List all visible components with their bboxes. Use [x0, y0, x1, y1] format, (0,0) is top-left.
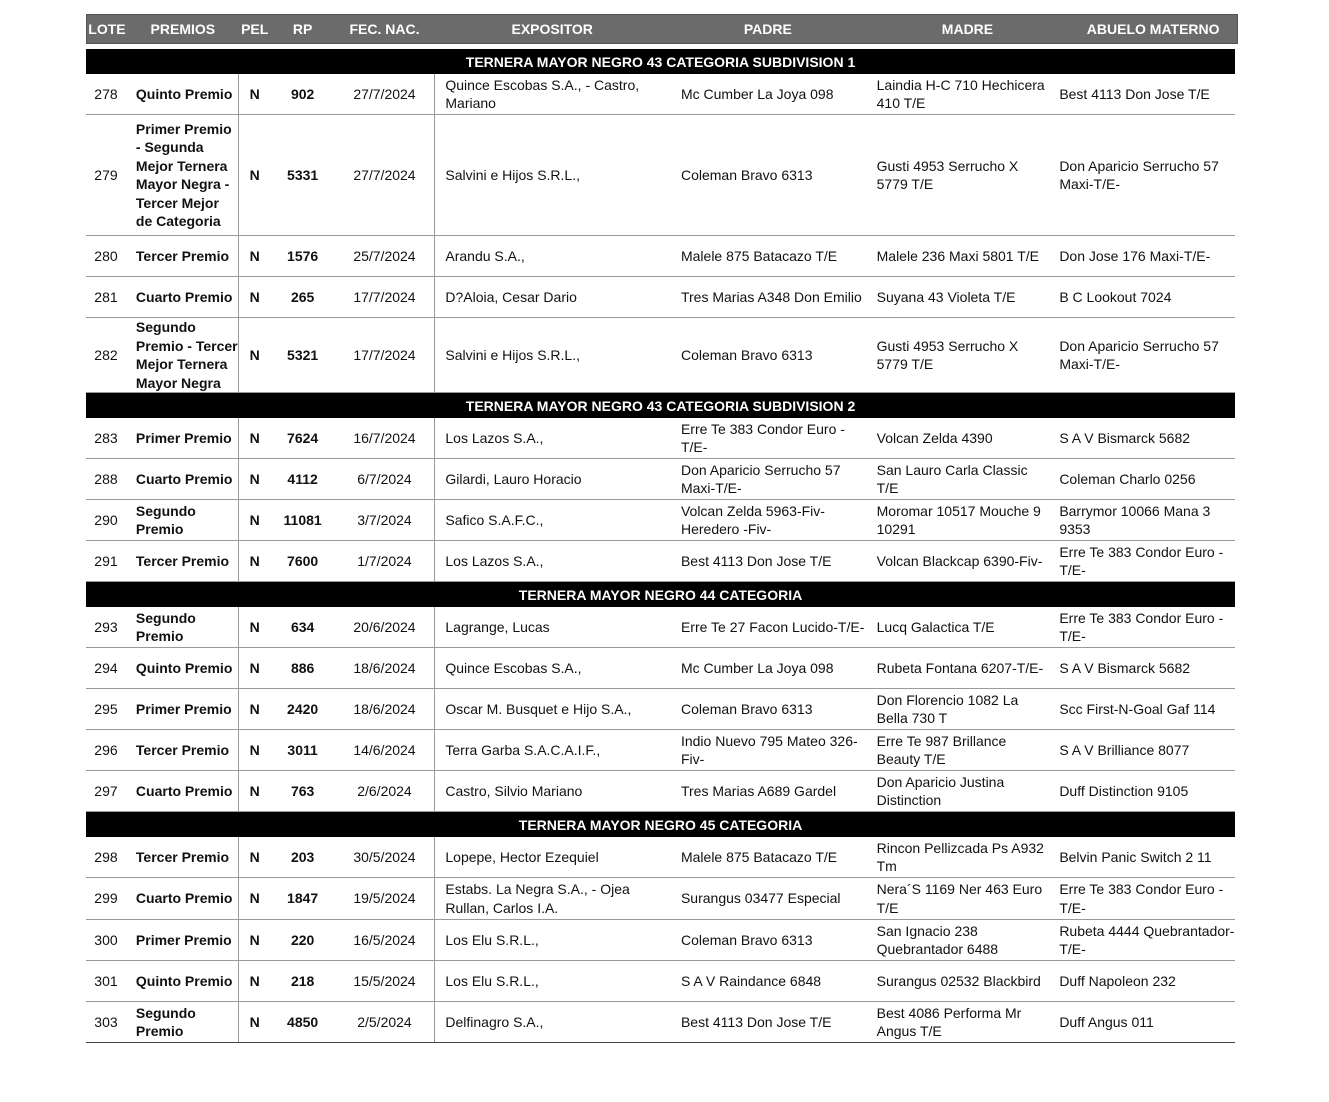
- table-row: [86, 878, 1235, 920]
- cell-madre: Surangus 02532 Blackbird: [876, 972, 1041, 989]
- cell-expositor: Salvini e Hijos S.R.L.,: [445, 166, 580, 183]
- cell-expositor: Terra Garba S.A.C.A.I.F.,: [445, 741, 601, 758]
- cell-pel: N: [249, 890, 260, 907]
- cell-lote: 280: [94, 247, 118, 264]
- cell-lote: 299: [94, 890, 118, 907]
- cell-rp: 902: [290, 85, 315, 102]
- header-abuelo-materno: ABUELO MATERNO: [1086, 21, 1220, 37]
- cell-pel: N: [249, 429, 260, 446]
- cell-madre: San Ignacio 238 Quebrantador 6488: [876, 922, 999, 957]
- header-expositor: EXPOSITOR: [511, 21, 593, 37]
- cell-pel: N: [249, 972, 260, 989]
- cell-premio: Tercer Premio: [135, 247, 230, 264]
- cell-padre: Mc Cumber La Joya 098: [680, 659, 834, 676]
- cell-lote: 278: [94, 85, 118, 102]
- cell-padre: Coleman Bravo 6313: [680, 166, 813, 183]
- header-fec-nac: FEC. NAC.: [349, 21, 420, 37]
- cell-madre: Best 4086 Performa Mr Angus T/E: [876, 1004, 1022, 1039]
- header-lote: LOTE: [88, 21, 126, 37]
- cell-pel: N: [249, 470, 260, 487]
- cell-expositor: Los Lazos S.A.,: [445, 429, 544, 446]
- cell-fec-nac: 1/7/2024: [357, 552, 412, 569]
- cell-pel: N: [249, 166, 260, 183]
- cell-abuelo-materno: Barrymor 10066 Mana 3 9353: [1059, 502, 1211, 537]
- header-premios: PREMIOS: [150, 21, 216, 37]
- cell-fec-nac: 3/7/2024: [357, 511, 412, 528]
- cell-pel: N: [249, 848, 260, 865]
- cell-premio: Primer Premio - Segunda Mejor Ternera Mayor Negra - Tercer Mejor de Categoria: [135, 120, 232, 229]
- cell-rp: 7600: [287, 552, 319, 569]
- cell-madre: Laindia H-C 710 Hechicera 410 T/E: [876, 76, 1045, 111]
- cell-lote: 282: [94, 346, 118, 363]
- table-row: [86, 730, 1235, 771]
- cell-padre: S A V Raindance 6848: [680, 972, 822, 989]
- cell-expositor: Quince Escobas S.A., - Castro, Mariano: [445, 76, 640, 111]
- cell-premio: Primer Premio: [135, 931, 232, 948]
- cell-madre: Gusti 4953 Serrucho X 5779 T/E: [876, 337, 1019, 372]
- cell-rp: 2420: [287, 700, 319, 717]
- cell-pel: N: [249, 700, 260, 717]
- table-row: [86, 771, 1235, 812]
- cell-pel: N: [249, 931, 260, 948]
- cell-abuelo-materno: S A V Bismarck 5682: [1059, 429, 1191, 446]
- section-title: TERNERA MAYOR NEGRO 43 CATEGORIA SUBDIVISION 1: [86, 49, 1235, 74]
- cell-pel: N: [249, 288, 260, 305]
- cell-expositor: Gilardi, Lauro Horacio: [445, 470, 582, 487]
- table-row: [86, 277, 1235, 318]
- section-title: TERNERA MAYOR NEGRO 45 CATEGORIA: [86, 812, 1235, 837]
- cell-rp: 220: [290, 931, 315, 948]
- cell-abuelo-materno: Don Jose 176 Maxi-T/E-: [1059, 247, 1211, 264]
- cell-madre: Don Florencio 1082 La Bella 730 T: [876, 691, 1019, 726]
- cell-fec-nac: 18/6/2024: [353, 659, 416, 676]
- cell-fec-nac: 16/7/2024: [353, 429, 416, 446]
- header-madre: MADRE: [941, 21, 994, 37]
- cell-lote: 290: [94, 511, 118, 528]
- cell-lote: 294: [94, 659, 118, 676]
- cell-abuelo-materno: Don Aparicio Serrucho 57 Maxi-T/E-: [1059, 157, 1219, 192]
- cell-padre: Tres Marias A348 Don Emilio: [680, 288, 862, 305]
- cell-expositor: Oscar M. Busquet e Hijo S.A.,: [445, 700, 632, 717]
- cell-abuelo-materno: Erre Te 383 Condor Euro -T/E-: [1059, 881, 1224, 916]
- cell-fec-nac: 16/5/2024: [353, 931, 416, 948]
- cell-expositor: Quince Escobas S.A.,: [445, 659, 582, 676]
- table-row: [86, 837, 1235, 878]
- cell-pel: N: [249, 552, 260, 569]
- cell-madre: Moromar 10517 Mouche 9 10291: [876, 502, 1041, 537]
- header-pel: PEL: [241, 21, 269, 37]
- cell-expositor: D?Aloia, Cesar Dario: [445, 288, 577, 305]
- cell-rp: 4112: [287, 470, 318, 487]
- table-row: [86, 920, 1235, 961]
- cell-rp: 5321: [287, 346, 319, 363]
- cell-premio: Segundo Premio - Tercer Mejor Ternera Mayor Negra: [135, 319, 238, 391]
- cell-fec-nac: 25/7/2024: [353, 247, 416, 264]
- cell-padre: Erre Te 383 Condor Euro -T/E-: [680, 420, 845, 455]
- cell-fec-nac: 2/5/2024: [357, 1013, 412, 1030]
- cell-rp: 203: [290, 848, 315, 865]
- cell-expositor: Castro, Silvio Mariano: [445, 782, 583, 799]
- cell-abuelo-materno: B C Lookout 7024: [1059, 288, 1172, 305]
- cell-madre: San Lauro Carla Classic T/E: [876, 461, 1028, 496]
- cell-rp: 5331: [287, 166, 319, 183]
- cell-padre: Volcan Zelda 5963-Fiv-Heredero -Fiv-: [680, 502, 825, 537]
- results-table: [86, 14, 1238, 1043]
- cell-abuelo-materno: S A V Brilliance 8077: [1059, 741, 1190, 758]
- cell-fec-nac: 27/7/2024: [353, 85, 416, 102]
- cell-lote: 288: [94, 470, 118, 487]
- table-row: [86, 541, 1235, 582]
- cell-expositor: Los Elu S.R.L.,: [445, 972, 539, 989]
- cell-expositor: Arandu S.A.,: [445, 247, 525, 264]
- cell-madre: Rincon Pellizcada Ps A932 Tm: [876, 839, 1044, 874]
- cell-pel: N: [249, 511, 260, 528]
- cell-madre: Rubeta Fontana 6207-T/E-: [876, 659, 1044, 676]
- table-row: [86, 115, 1235, 236]
- header-padre: PADRE: [743, 21, 792, 37]
- cell-pel: N: [249, 85, 260, 102]
- cell-madre: Volcan Blackcap 6390-Fiv-: [876, 552, 1043, 569]
- cell-expositor: Salvini e Hijos S.R.L.,: [445, 346, 580, 363]
- cell-lote: 303: [94, 1013, 118, 1030]
- cell-padre: Don Aparicio Serrucho 57 Maxi-T/E-: [680, 461, 841, 496]
- cell-premio: Cuarto Premio: [135, 890, 233, 907]
- cell-fec-nac: 2/6/2024: [357, 782, 412, 799]
- table-row: [86, 459, 1235, 500]
- cell-lote: 291: [94, 552, 118, 569]
- cell-rp: 265: [290, 288, 315, 305]
- cell-expositor: Los Lazos S.A.,: [445, 552, 544, 569]
- cell-padre: Coleman Bravo 6313: [680, 346, 813, 363]
- cell-premio: Primer Premio: [135, 429, 232, 446]
- cell-fec-nac: 15/5/2024: [353, 972, 416, 989]
- cell-abuelo-materno: Erre Te 383 Condor Euro -T/E-: [1059, 609, 1224, 644]
- cell-padre: Indio Nuevo 795 Mateo 326-Fiv-: [680, 732, 858, 767]
- cell-premio: Cuarto Premio: [135, 470, 233, 487]
- cell-padre: Coleman Bravo 6313: [680, 700, 813, 717]
- cell-expositor: Estabs. La Negra S.A., - Ojea Rullan, Carlos I.A.: [445, 881, 630, 916]
- cell-expositor: Lagrange, Lucas: [445, 618, 550, 635]
- cell-rp: 11081: [283, 511, 322, 528]
- section-title: TERNERA MAYOR NEGRO 43 CATEGORIA SUBDIVISION 2: [86, 393, 1235, 418]
- cell-padre: Tres Marias A689 Gardel: [680, 782, 837, 799]
- cell-premio: Quinto Premio: [135, 972, 233, 989]
- table-row: [86, 318, 1235, 393]
- cell-fec-nac: 27/7/2024: [353, 166, 416, 183]
- cell-abuelo-materno: S A V Bismarck 5682: [1059, 659, 1191, 676]
- cell-padre: Malele 875 Batacazo T/E: [680, 247, 838, 264]
- cell-premio: Tercer Premio: [135, 848, 230, 865]
- cell-rp: 7624: [287, 429, 319, 446]
- section-title: TERNERA MAYOR NEGRO 44 CATEGORIA: [86, 582, 1235, 607]
- table-body: [86, 49, 1238, 1043]
- cell-premio: Segundo Premio: [135, 1004, 196, 1039]
- cell-rp: 634: [290, 618, 315, 635]
- cell-lote: 279: [94, 166, 118, 183]
- cell-premio: Primer Premio: [135, 700, 232, 717]
- cell-abuelo-materno: Belvin Panic Switch 2 11: [1059, 848, 1212, 865]
- cell-padre: Best 4113 Don Jose T/E: [680, 552, 832, 569]
- cell-abuelo-materno: Scc First-N-Goal Gaf 114: [1059, 700, 1216, 717]
- cell-pel: N: [249, 782, 260, 799]
- cell-lote: 296: [94, 741, 118, 758]
- cell-padre: Malele 875 Batacazo T/E: [680, 848, 838, 865]
- cell-padre: Mc Cumber La Joya 098: [680, 85, 834, 102]
- cell-expositor: Lopepe, Hector Ezequiel: [445, 848, 599, 865]
- cell-pel: N: [249, 346, 260, 363]
- cell-pel: N: [249, 247, 260, 264]
- cell-rp: 886: [290, 659, 315, 676]
- cell-abuelo-materno: Best 4113 Don Jose T/E: [1059, 85, 1210, 102]
- cell-abuelo-materno: Erre Te 383 Condor Euro -T/E-: [1059, 543, 1224, 578]
- header-rp: RP: [292, 21, 313, 37]
- cell-premio: Quinto Premio: [135, 659, 233, 676]
- cell-rp: 1576: [287, 247, 319, 264]
- cell-rp: 4850: [287, 1013, 319, 1030]
- cell-fec-nac: 17/7/2024: [353, 346, 416, 363]
- cell-madre: Gusti 4953 Serrucho X 5779 T/E: [876, 157, 1019, 192]
- cell-premio: Tercer Premio: [135, 552, 230, 569]
- table-row: [86, 500, 1235, 541]
- cell-abuelo-materno: Rubeta 4444 Quebrantador-T/E-: [1059, 922, 1235, 957]
- cell-premio: Segundo Premio: [135, 609, 196, 644]
- cell-padre: Erre Te 27 Facon Lucido-T/E-: [680, 618, 865, 635]
- table-row: [86, 648, 1235, 689]
- cell-fec-nac: 17/7/2024: [353, 288, 416, 305]
- cell-pel: N: [249, 618, 260, 635]
- cell-fec-nac: 6/7/2024: [357, 470, 412, 487]
- cell-premio: Segundo Premio: [135, 502, 196, 537]
- cell-abuelo-materno: Coleman Charlo 0256: [1059, 470, 1196, 487]
- cell-abuelo-materno: Duff Napoleon 232: [1059, 972, 1176, 989]
- cell-madre: Nera´S 1169 Ner 463 Euro T/E: [876, 881, 1043, 916]
- cell-lote: 283: [94, 429, 118, 446]
- table-row: [86, 74, 1235, 115]
- cell-madre: Lucq Galactica T/E: [876, 618, 995, 635]
- cell-rp: 763: [290, 782, 315, 799]
- cell-rp: 3011: [287, 741, 318, 758]
- cell-fec-nac: 14/6/2024: [353, 741, 416, 758]
- cell-lote: 295: [94, 700, 118, 717]
- cell-fec-nac: 20/6/2024: [353, 618, 416, 635]
- cell-fec-nac: 19/5/2024: [353, 890, 416, 907]
- cell-expositor: Safico S.A.F.C.,: [445, 511, 544, 528]
- cell-fec-nac: 30/5/2024: [353, 848, 416, 865]
- cell-lote: 297: [94, 782, 118, 799]
- table-row: [86, 689, 1235, 730]
- cell-abuelo-materno: Don Aparicio Serrucho 57 Maxi-T/E-: [1059, 337, 1219, 372]
- cell-madre: Suyana 43 Violeta T/E: [876, 288, 1016, 305]
- table-header: [86, 14, 1238, 44]
- table-row: [86, 418, 1235, 459]
- table-row: [86, 1002, 1235, 1043]
- cell-abuelo-materno: Duff Distinction 9105: [1059, 782, 1189, 799]
- table-row: [86, 607, 1235, 648]
- cell-expositor: Delfinagro S.A.,: [445, 1013, 544, 1030]
- cell-pel: N: [249, 741, 260, 758]
- cell-rp: 218: [290, 972, 315, 989]
- cell-premio: Cuarto Premio: [135, 782, 233, 799]
- cell-madre: Malele 236 Maxi 5801 T/E: [876, 247, 1040, 264]
- cell-fec-nac: 18/6/2024: [353, 700, 416, 717]
- cell-padre: Surangus 03477 Especial: [680, 890, 841, 907]
- cell-padre: Best 4113 Don Jose T/E: [680, 1013, 832, 1030]
- cell-premio: Quinto Premio: [135, 85, 233, 102]
- cell-madre: Volcan Zelda 4390: [876, 429, 993, 446]
- table-row: [86, 961, 1235, 1002]
- cell-lote: 293: [94, 618, 118, 635]
- cell-lote: 298: [94, 848, 118, 865]
- cell-rp: 1847: [287, 890, 319, 907]
- cell-madre: Erre Te 987 Brillance Beauty T/E: [876, 732, 1007, 767]
- cell-pel: N: [249, 659, 260, 676]
- cell-lote: 301: [94, 972, 118, 989]
- cell-premio: Cuarto Premio: [135, 288, 233, 305]
- cell-abuelo-materno: Duff Angus 011: [1059, 1013, 1154, 1030]
- cell-pel: N: [249, 1013, 260, 1030]
- cell-premio: Tercer Premio: [135, 741, 230, 758]
- cell-lote: 281: [94, 288, 118, 305]
- cell-lote: 300: [94, 931, 118, 948]
- cell-expositor: Los Elu S.R.L.,: [445, 931, 539, 948]
- cell-madre: Don Aparicio Justina Distinction: [876, 773, 1005, 808]
- cell-padre: Coleman Bravo 6313: [680, 931, 813, 948]
- table-row: [86, 236, 1235, 277]
